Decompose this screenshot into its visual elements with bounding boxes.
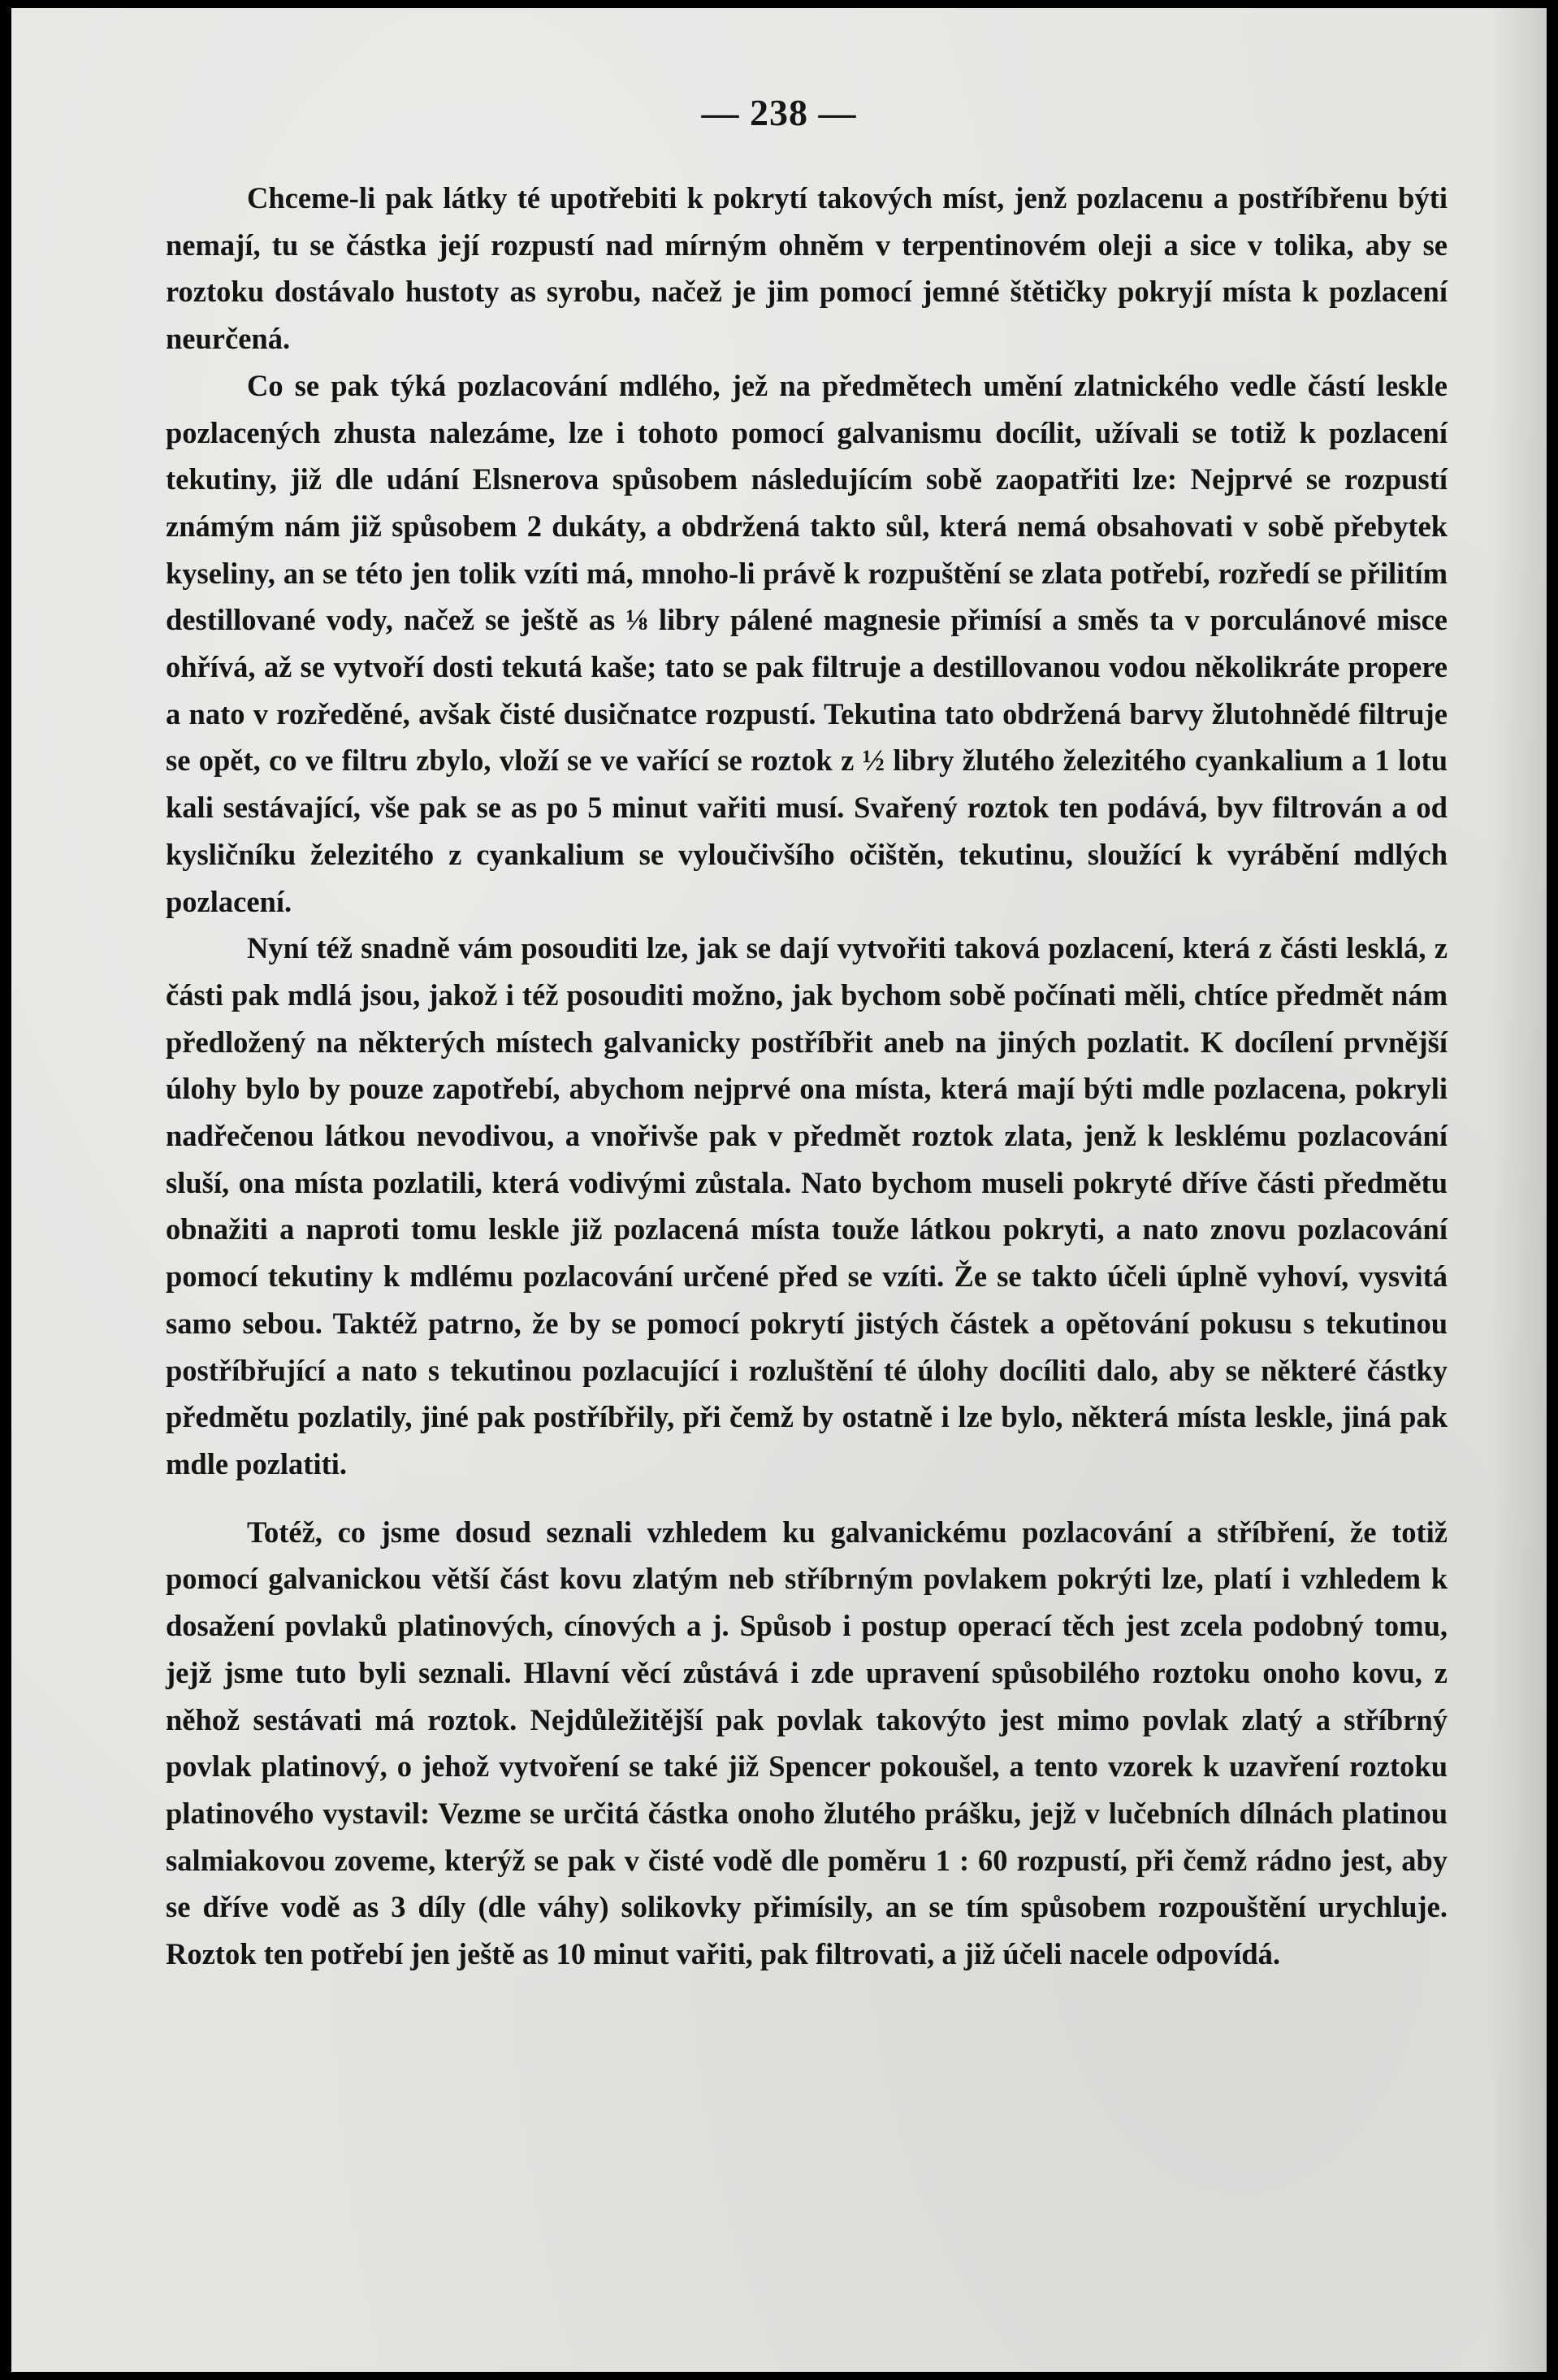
body-text xyxy=(166,175,1448,1978)
book-page xyxy=(11,8,1547,2372)
paragraph-1: Chceme-li pak látky té upotřebiti k pokrytí takových míst, jenž pozlacenu a postříbřenu býti nemají, tu se částka její rozpustí nad mírným ohněm v terpentinovém oleji a sice v tolika, aby se roztoku dostávalo hustoty as syrobu, načež je jim pomocí jemné štětičky pokryjí místa k pozlacení neurčená. xyxy=(166,181,1448,356)
binding-shadow xyxy=(1490,8,1547,2372)
paragraph-3: Nyní též snadně vám posouditi lze, jak se dají vytvořiti taková pozlacení, která z části lesklá, z části pak mdlá jsou, jakož i též posouditi možno, jak bychom sobě počínati měli, chtíce předmět nám předložený na některých místech galvanicky postříbřit aneb na jiných pozlatit. K docílení prvnější úlohy bylo by pouze zapotřebí, abychom nejprvé ona místa, která mají býti mdle pozlacena, pokryli nadřečenou látkou nevodivou, a vnořivše pak v předmět roztok zlata, jenž k lesklému pozlacování sluší, ona místa pozlatili, která vodivými zůstala. Nato bychom museli pokryté dříve části předmětu obnažiti a naproti tomu leskle již pozlacená místa touže látkou pokryti, a nato znovu pozlacování pomocí tekutiny k mdlému pozlacování určené před se vzíti. Že se takto účeli úplně vyhoví, vysvitá samo sebou. Taktéž patrno, že by se pomocí pokrytí jistých částek a opětování pokusu s tekutinou postříbřující a nato s tekutinou pozlacující i rozluštění té úlohy docíliti dalo, aby se některé částky předmětu pozlatily, jiné pak postříbřily, při čemž by ostatně i lze bylo, některá místa leskle, jiná pak mdle pozlatiti. xyxy=(166,931,1448,1480)
page-number: — 238 — xyxy=(701,92,857,133)
paragraph-4: Totéž, co jsme dosud seznali vzhledem ku galvanickému pozlacování a stříbření, že totiž pomocí galvanickou větší část kovu zlatým neb stříbrným povlakem pokrýti lze, platí i vzhledem k dosažení povlaků platinových, cínových a j. Spůsob i postup operací těch jest zcela podobný tomu, jejž jsme tuto byli seznali. Hlavní věcí zůstává i zde upravení spůsobilého roztoku onoho kovu, z něhož sestávati má roztok. Nejdůležitější pak povlak takovýto jest mimo povlak zlatý a stříbrný povlak platinový, o jehož vytvoření se také již Spencer pokoušel, a tento vzorek k uzavření roztoku platinového vystavil: Vezme se určitá částka onoho žlutého prášku, jejž v lučebních dílnách platinou salmiakovou zoveme, kterýž se pak v čisté vodě dle poměru 1 : 60 rozpustí, při čemž rádno jest, aby se dříve vodě as 3 díly (dle váhy) solikovky přimísily, an se tím spůsobem rozpouštění urychluje. Roztok ten potřebí jen ještě as 10 minut vařiti, pak filtrovati, a již účeli nacele odpovídá. xyxy=(166,1515,1448,1971)
paragraph-2: Co se pak týká pozlacování mdlého, jež na předmětech umění zlatnického vedle částí leskle pozlacených zhusta nalezáme, lze i tohoto pomocí galvanismu docílit, užívali se totiž k pozlacení tekutiny, již dle udání Elsnerova spůsobem následujícím sobě zaopatřiti lze: Nejprvé se rozpustí známým nám již spůsobem 2 dukáty, a obdržená takto sůl, která nemá obsahovati v sobě přebytek kyseliny, an se této jen tolik vzíti má, mnoho-li právě k rozpuštění se zlata potřebí, rozředí se přilitím destillované vody, načež se ještě as ⅛ libry pálené magnesie přimísí a směs ta v porculánové misce ohřívá, až se vytvoří dosti tekutá kaše; tato se pak filtruje a destillovanou vodou několikráte propere a nato v rozředěné, avšak čisté dusičnatce rozpustí. Tekutina tato obdržená barvy žlutohnědé filtruje se opět, co ve filtru zbylo, vloží se ve vařící se roztok z ½ libry žlutého železitého cyankalium a 1 lotu kali sestávající, vše pak se as po 5 minut vařiti musí. Svařený roztok ten podává, byv filtrován a od kysličníku železitého z cyankalium se vyloučivšího očištěn, tekutinu, sloužící k vyrábění mdlých pozlacení. xyxy=(166,368,1448,918)
